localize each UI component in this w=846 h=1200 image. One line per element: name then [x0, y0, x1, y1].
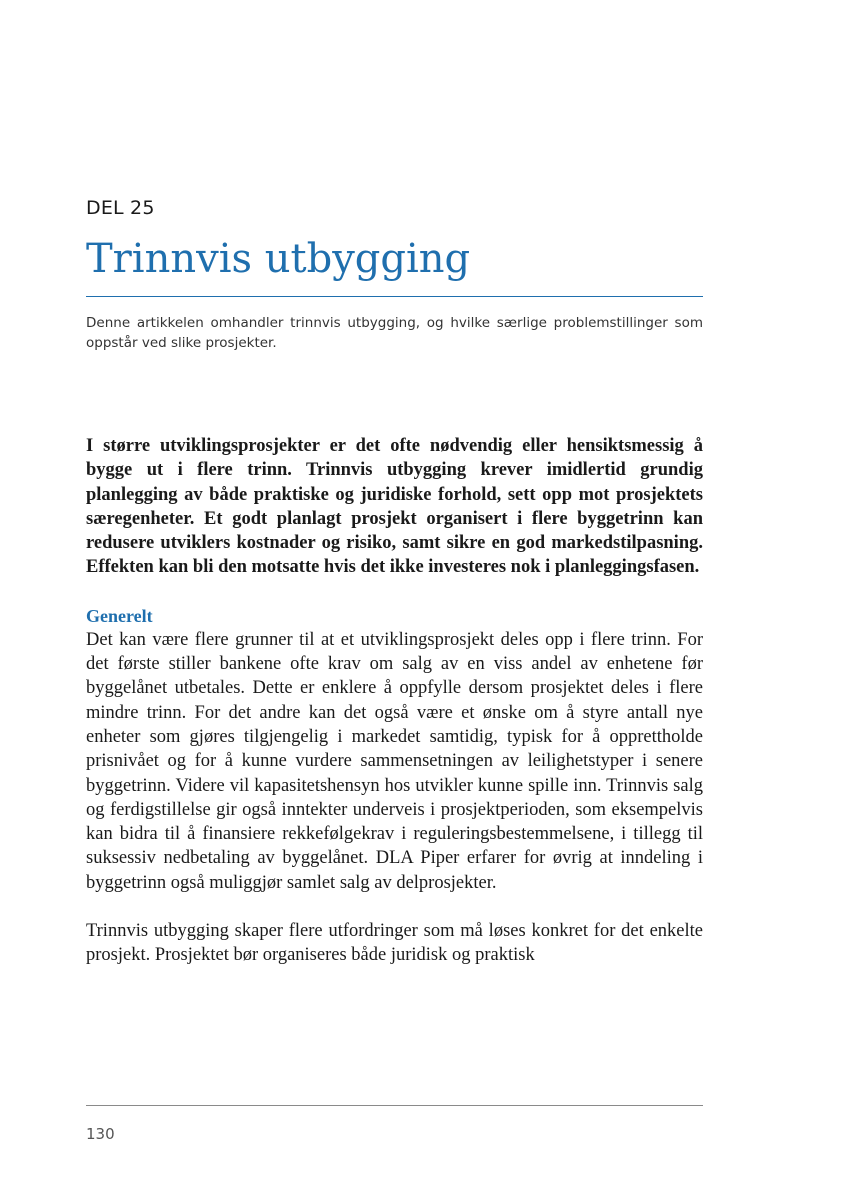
footer-divider	[86, 1105, 703, 1106]
section-label: DEL 25	[86, 197, 155, 219]
subheading-generelt: Generelt	[86, 605, 153, 626]
title-divider	[86, 296, 703, 297]
page-number: 130	[86, 1125, 115, 1143]
article-lead: Denne artikkelen omhandler trinnvis utbygging, og hvilke særlige problemstillinger som oppstår ved slike prosjekter.	[86, 315, 703, 351]
article-title: Trinnvis utbygging	[86, 236, 471, 282]
intro-paragraph: I større utviklingsprosjekter er det ofte nødvendig eller hensiktsmessig å bygge ut i flere trinn. Trinnvis utbygging krever imidlertid grundig planlegging av både praktiske og juridiske forhold, sett opp mot prosjektets særegenheter. Et godt planlagt prosjekt organisert i flere byggetrinn kan redusere utviklers kostnader og risiko, samt sikre en god markedstilpasning. Effekten kan bli den motsatte hvis det ikke investeres nok i planleggingsfasen.	[86, 436, 703, 578]
body-paragraph: Trinnvis utbygging skaper flere utfordringer som må løses konkret for det enkelte prosjekt. Prosjektet bør organiseres både juridisk og praktisk	[86, 921, 703, 966]
body-paragraph: Det kan være flere grunner til at et utviklingsprosjekt deles opp i flere trinn. For det første stiller bankene ofte krav om salg av en viss andel av enhetene før byggelånet utbetales. Dette er enklere å oppfylle dersom prosjektet deles i flere mindre trinn. For det andre kan det også være et ønske om å styre antall nye enheter som gjøres tilgjengelig i markedet samtidig, typisk for å opprettholde prisnivået og for å kunne vurdere sammensetningen av leilighetstyper i senere byggetrinn. Videre vil kapasitetshensyn hos utvikler kunne spille inn. Trinnvis salg og ferdigstillelse gir også inntekter underveis i prosjektperioden, som eksempelvis kan bidra til å finansiere rekkefølgekrav i reguleringsbestemmelsene, i tillegg til suksessiv nedbetaling av byggelånet. DLA Piper erfarer for øvrig at inndeling i byggetrinn også muliggjør samlet salg av delprosjekter.	[86, 629, 703, 893]
article-body	[86, 434, 703, 968]
document-page	[86, 0, 703, 1200]
